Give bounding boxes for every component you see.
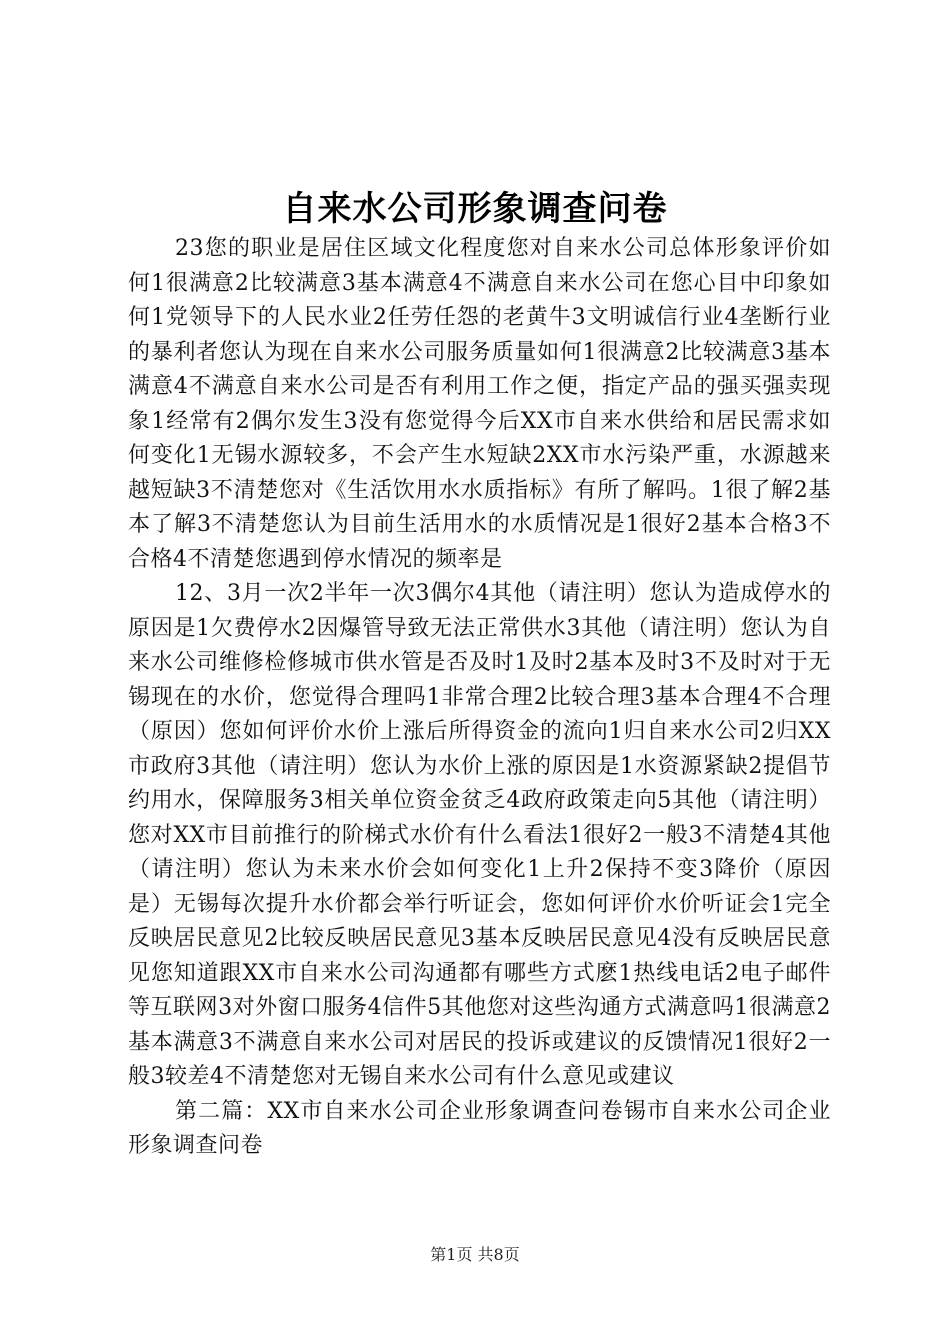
- document-title: 自来水公司形象调查问卷: [282, 189, 668, 229]
- paragraph-1: 23您的职业是居住区域文化程度您对自来水公司总体形象评价如何1很满意2比较满意3基本满意4不满意自来水公司在您心目中印象如何1党领导下的人民水业2任劳任怨的老黄牛3文明诚信行业4垄断行业的暴利者您认为现在自来水公司服务质量如何1很满意2比较满意3基本满意4不满意自来水公司是否有利用工作之便，指定产品的强买强卖现象1经常有2偶尔发生3没有您觉得今后XX市自来水供给和居民需求如何变化1无锡水源较多，不会产生水短缺2XX市水污染严重，水源越来越短缺3不清楚您对《生活饮用水水质指标》有所了解吗。1很了解2基本了解3不清楚您认为目前生活用水的水质情况是1很好2基本合格3不合格4不清楚您遇到停水情况的频率是: [128, 236, 831, 572]
- page-number-footer: 第1页 共8页: [430, 1245, 520, 1264]
- paragraph-3: 第二篇：XX市自来水公司企业形象调查问卷锡市自来水公司企业形象调查问卷: [128, 1098, 831, 1158]
- document-body: [128, 232, 831, 1164]
- paragraph-2: 12、3月一次2半年一次3偶尔4其他（请注明）您认为造成停水的原因是1欠费停水2因爆管导致无法正常供水3其他（请注明）您认为自来水公司维修检修城市供水管是否及时1及时2基本及时3不及时对于无锡现在的水价，您觉得合理吗1非常合理2比较合理3基本合理4不合理（原因）您如何评价水价上涨后所得资金的流向1归自来水公司2归XX市政府3其他（请注明）您认为水价上涨的原因是1水资源紧缺2提倡节约用水，保障服务3相关单位资金贫乏4政府政策走向5其他（请注明）您对XX市目前推行的阶梯式水价有什么看法1很好2一般3不清楚4其他（请注明）您认为未来水价会如何变化1上升2保持不变3降价（原因是）无锡每次提升水价都会举行听证会，您如何评价水价听证会1完全反映居民意见2比较反映居民意见3基本反映居民意见4没有反映居民意见您知道跟XX市自来水公司沟通都有哪些方式麽1热线电话2电子邮件等互联网3对外窗口服务4信件5其他您对这些沟通方式满意吗1很满意2基本满意3不满意自来水公司对居民的投诉或建议的反馈情况1很好2一般3较差4不清楚您对无锡自来水公司有什么意见或建议: [128, 581, 831, 1089]
